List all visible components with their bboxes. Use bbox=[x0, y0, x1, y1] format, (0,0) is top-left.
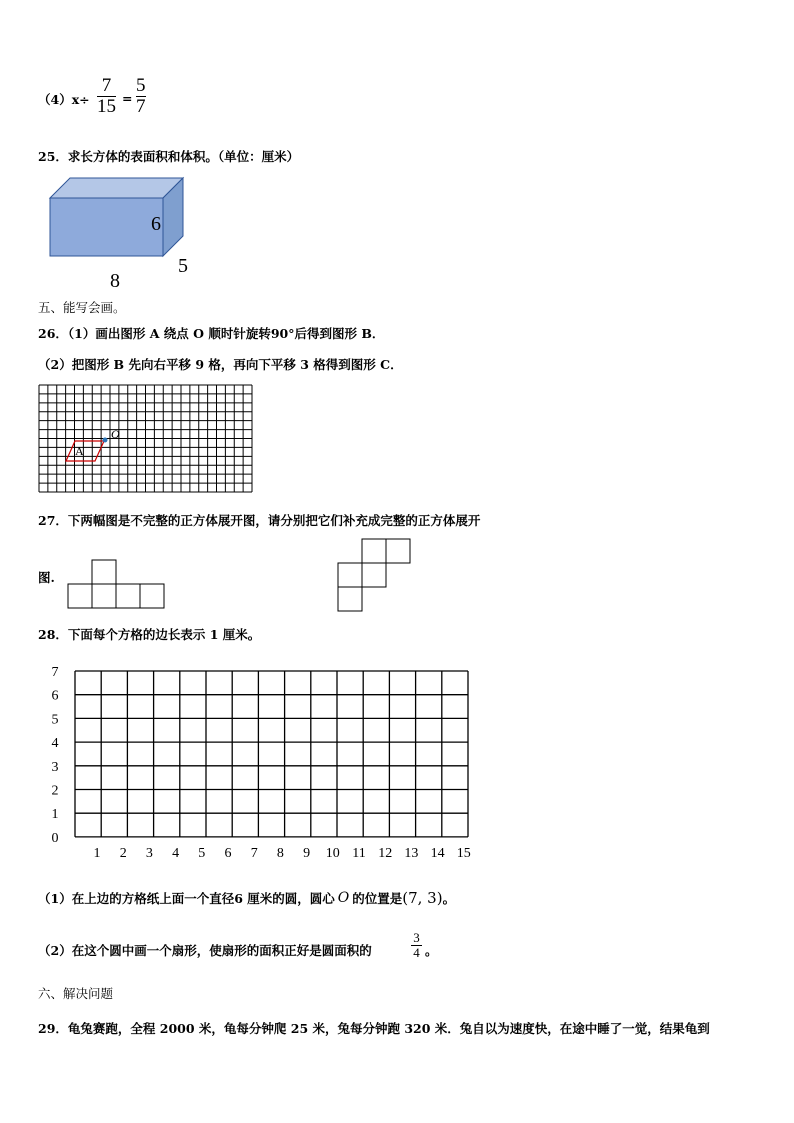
circle-center-symbol: O bbox=[337, 890, 350, 906]
fraction-denominator: 4 bbox=[413, 945, 420, 960]
cube-net-2 bbox=[336, 537, 412, 613]
length-label: 8 bbox=[110, 270, 120, 292]
q27-line2: 图. bbox=[38, 570, 55, 585]
grid-lines bbox=[75, 671, 468, 837]
width-label: 5 bbox=[178, 255, 188, 277]
x-tick-label: 10 bbox=[325, 845, 340, 861]
grid-lines bbox=[39, 385, 252, 492]
coordinate-grid bbox=[40, 660, 490, 865]
q28-sub2-text: （2）在这个圆中画一个扇形，使扇形的面积正好是圆面积的 bbox=[38, 943, 372, 958]
x-tick-label: 9 bbox=[303, 845, 311, 861]
y-axis-labels bbox=[52, 665, 59, 846]
cuboid-figure bbox=[40, 170, 200, 295]
y-tick-label: 3 bbox=[51, 759, 59, 775]
fraction-numerator: 5 bbox=[136, 75, 146, 96]
y-tick-label: 4 bbox=[51, 736, 59, 752]
y-tick-label: 0 bbox=[51, 830, 59, 846]
q28-title: 28．下面每个方格的边长表示 1 厘米。 bbox=[38, 627, 261, 642]
x-axis-labels bbox=[94, 846, 471, 861]
x-tick-label: 13 bbox=[404, 845, 419, 861]
fraction-7-15 bbox=[97, 76, 116, 117]
cuboid-front-face bbox=[50, 198, 163, 256]
point-o bbox=[103, 438, 108, 443]
q26-line1: 26．（1）画出图形 A 绕点 O 顺时针旋转90°后得到图形 B． bbox=[38, 326, 385, 341]
shape-a-label: A bbox=[75, 444, 84, 458]
q28-sub1 bbox=[38, 889, 455, 907]
y-tick-label: 7 bbox=[51, 665, 59, 680]
cuboid-top-face bbox=[50, 178, 183, 198]
x-tick-label: 6 bbox=[224, 845, 232, 861]
x-tick-label: 3 bbox=[145, 845, 153, 861]
x-tick-label: 8 bbox=[276, 845, 284, 861]
fraction-denominator: 15 bbox=[97, 96, 116, 117]
q28-sub1-text: （1）在上边的方格纸上面一个直径6 厘米的圆，圆心 bbox=[38, 891, 335, 906]
y-tick-label: 6 bbox=[51, 688, 59, 704]
q28-sub1-end: 。 bbox=[442, 891, 456, 906]
x-tick-label: 12 bbox=[378, 845, 393, 861]
q26-grid bbox=[38, 384, 254, 494]
section-5-heading: 五、能写会画。 bbox=[38, 300, 126, 315]
q29-text: 29．龟兔赛跑，全程 2000 米，龟每分钟爬 25 米，兔每分钟跑 320 米．兔自以为速度快，在途中睡了一觉，结果龟到 bbox=[38, 1021, 710, 1036]
fraction-numerator: 7 bbox=[101, 75, 112, 96]
x-tick-label: 7 bbox=[250, 845, 258, 861]
x-tick-label: 15 bbox=[456, 845, 471, 861]
q24-label: （4）x÷ bbox=[38, 92, 90, 107]
equals-sign: = bbox=[122, 91, 133, 106]
x-tick-label: 4 bbox=[172, 845, 180, 861]
cube-net-1 bbox=[66, 558, 166, 610]
fraction-5-7 bbox=[136, 76, 146, 117]
x-tick-label: 2 bbox=[119, 845, 127, 861]
y-tick-label: 1 bbox=[51, 807, 59, 823]
fraction-3-4 bbox=[411, 931, 422, 960]
q25-title: 25．求长方体的表面积和体积。（单位：厘米） bbox=[38, 149, 300, 164]
q28-sub2-end: 。 bbox=[425, 943, 438, 958]
y-tick-label: 5 bbox=[51, 712, 59, 728]
x-tick-label: 5 bbox=[198, 845, 206, 861]
q28-sub1-mid: 的位置是 bbox=[352, 891, 403, 906]
x-tick-label: 14 bbox=[430, 845, 445, 861]
q27-line1: 27．下两幅图是不完整的正方体展开图，请分别把它们补充成完整的正方体展开 bbox=[38, 513, 481, 528]
x-tick-label: 11 bbox=[352, 845, 366, 861]
shape-a bbox=[66, 441, 104, 461]
x-tick-label: 1 bbox=[93, 845, 101, 861]
fraction-denominator: 7 bbox=[136, 96, 146, 117]
q26-line2: （2）把图形 B 先向右平移 9 格，再向下平移 3 格得到图形 C． bbox=[38, 357, 403, 372]
fraction-numerator: 3 bbox=[413, 930, 420, 945]
y-tick-label: 2 bbox=[51, 783, 59, 799]
section-6-heading: 六、解决问题 bbox=[38, 986, 114, 1001]
height-label: 6 bbox=[151, 213, 161, 235]
point-o-label: O bbox=[111, 427, 120, 441]
circle-center-position: (7, 3) bbox=[402, 889, 443, 907]
